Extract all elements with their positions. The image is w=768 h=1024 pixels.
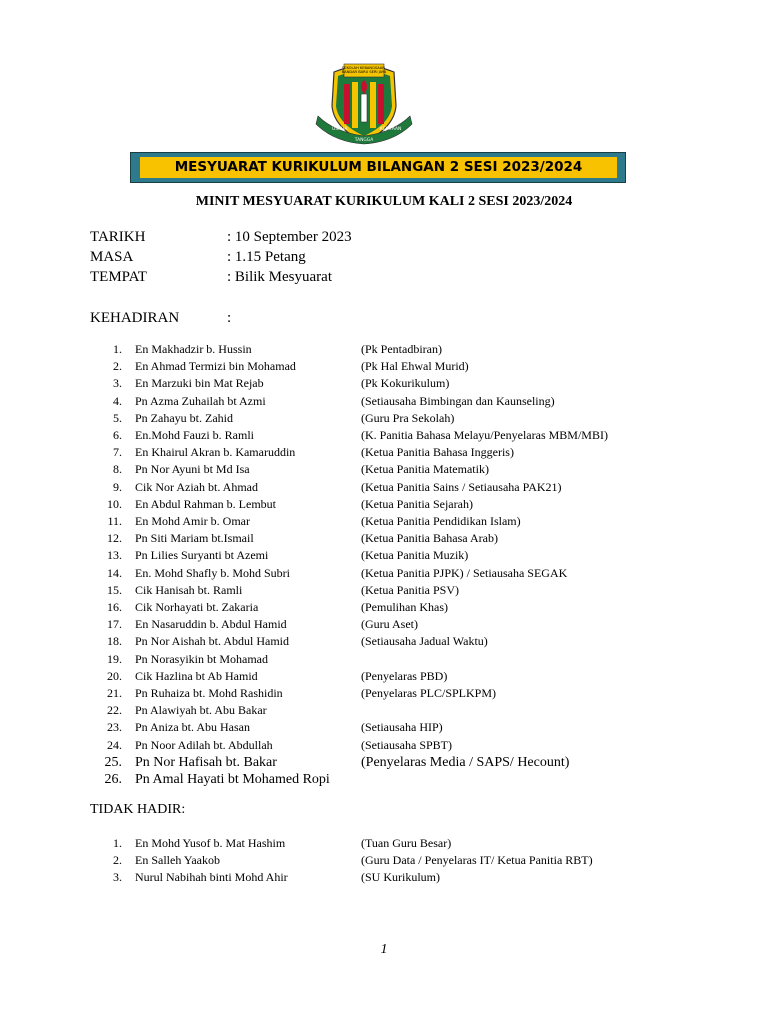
list-item-role: (Ketua Panitia Pendidikan Islam) [361, 514, 521, 528]
list-item-num: 1. [113, 342, 122, 356]
meta-value: : Bilik Mesyuarat [227, 269, 332, 285]
attendance-colon: : [227, 310, 232, 326]
list-item-num: 4. [113, 393, 122, 408]
list-item-name: Pn Zahayu bt. Zahid [135, 410, 233, 425]
list-item-num: 16. [107, 600, 122, 614]
list-item-role: (Ketua Panitia Muzik) [361, 548, 469, 563]
list-item-role: (K. Panitia Bahasa Melayu/Penyelaras MBM/MBI) [361, 428, 608, 442]
meta-value: : 10 September 2023 [227, 229, 352, 245]
list-item-name: Pn Nor Hafisah bt. Bakar [135, 754, 277, 770]
list-item-role: (Tuan Guru Besar) [361, 836, 452, 850]
list-item-num: 23. [107, 720, 122, 735]
list-item-name: Nurul Nabihah binti Mohd Ahir [135, 870, 288, 885]
list-item-role: (Pk Hal Ehwal Murid) [361, 359, 469, 374]
list-item-num: 7. [113, 445, 122, 460]
list-item-name: Pn Amal Hayati bt Mohamed Ropi [135, 772, 330, 787]
list-item-name: Cik Nor Aziah bt. Ahmad [135, 479, 258, 494]
crest-motto-right: KEJAYAAN [380, 127, 402, 132]
list-item-name: Cik Hazlina bt Ab Hamid [135, 668, 258, 683]
list-item-num: 17. [107, 617, 122, 632]
list-item-num: 13. [107, 548, 122, 563]
list-item-name: En Ahmad Termizi bin Mohamad [135, 359, 296, 374]
list-item-name: Pn Siti Mariam bt.Ismail [135, 531, 254, 546]
list-item-num: 26. [104, 772, 122, 787]
list-item-name: En Makhadzir b. Hussin [135, 342, 252, 356]
list-item-role: (Penyelaras Media / SAPS/ Hecount) [361, 754, 570, 770]
list-item-name: Pn Norasyikin bt Mohamad [135, 651, 268, 666]
list-item-num: 3. [113, 376, 122, 391]
list-item-role: (Setiausaha HIP) [361, 720, 443, 735]
list-item-name: En Mohd Amir b. Omar [135, 514, 250, 528]
list-item-role: (Pk Pentadbiran) [361, 342, 442, 356]
list-item-role: (Guru Pra Sekolah) [361, 410, 455, 425]
list-item-role: (Penyelaras PLC/SPLKPM) [361, 686, 496, 700]
list-item-num: 25. [104, 754, 122, 770]
list-item-num: 11. [107, 514, 122, 528]
list-item-num: 9. [113, 479, 122, 494]
list-item-name: Pn Noor Adilah bt. Abdullah [135, 737, 273, 752]
meta-label: TEMPAT [90, 269, 147, 285]
list-item-num: 8. [113, 462, 122, 477]
meta-value: : 1.15 Petang [227, 249, 306, 265]
list-item-name: Pn Aniza bt. Abu Hasan [135, 720, 250, 735]
list-item-num: 20. [107, 668, 122, 683]
list-item-role: (Guru Data / Penyelaras IT/ Ketua Panitia RBT) [361, 853, 593, 868]
list-item-num: 14. [107, 565, 122, 580]
list-item-name: Cik Norhayati bt. Zakaria [135, 600, 259, 614]
meta-label: MASA [90, 249, 134, 265]
list-item-name: En Khairul Akran b. Kamaruddin [135, 445, 296, 460]
list-item-num: 1. [113, 836, 122, 850]
page-number: 1 [380, 942, 388, 957]
list-item-name: Pn Azma Zuhailah bt Azmi [135, 393, 266, 408]
list-item-name: Pn Nor Ayuni bt Md Isa [135, 462, 250, 477]
list-item-num: 5. [113, 410, 122, 425]
list-item-role: (Setiausaha Bimbingan dan Kaunseling) [361, 393, 555, 408]
attendance-heading [90, 310, 232, 327]
meta-label: TARIKH [90, 229, 146, 245]
list-item-role: (Setiausaha Jadual Waktu) [361, 634, 488, 649]
list-item-num: 2. [113, 853, 122, 868]
list-item-name: Pn Lilies Suryanti bt Azemi [135, 548, 269, 563]
crest-motto-left: USAHA [332, 127, 348, 132]
list-item-num: 24. [107, 737, 122, 752]
list-item-name: Cik Hanisah bt. Ramli [135, 582, 243, 597]
list-item-role: (Ketua Panitia Bahasa Inggeris) [361, 445, 514, 460]
list-item-name: Pn Nor Aishah bt. Abdul Hamid [135, 634, 290, 649]
absent-heading: TIDAK HADIR: [90, 802, 186, 817]
meeting-title-banner [130, 152, 626, 183]
minutes-subtitle: MINIT MESYUARAT KURIKULUM KALI 2 SESI 2023/2024 [195, 194, 573, 209]
list-item-role: (Ketua Panitia Bahasa Arab) [361, 531, 498, 546]
list-item-role: (Guru Aset) [361, 617, 418, 632]
list-item-num: 15. [107, 582, 122, 597]
list-item-num: 2. [113, 359, 122, 374]
list-item-num: 19. [107, 651, 122, 666]
list-item-num: 22. [107, 703, 122, 718]
list-item-name: Pn Ruhaiza bt. Mohd Rashidin [135, 686, 283, 700]
list-item-role: (Ketua Panitia Sains / Setiausaha PAK21) [361, 479, 562, 494]
list-item-role: (Ketua Panitia Matematik) [361, 462, 489, 477]
list-item-name: En Abdul Rahman b. Lembut [135, 496, 276, 511]
list-item-num: 6. [113, 428, 122, 442]
list-item-name: En Mohd Yusof b. Mat Hashim [135, 836, 286, 850]
list-item-num: 21. [107, 686, 122, 700]
list-item-role: (SU Kurikulum) [361, 870, 440, 885]
list-item-name: Pn Alawiyah bt. Abu Bakar [135, 703, 267, 718]
list-item-role: (Penyelaras PBD) [361, 668, 448, 683]
list-item-num: 10. [107, 496, 122, 511]
list-item-name: En Salleh Yaakob [135, 853, 220, 868]
list-item-name: En.Mohd Fauzi b. Ramli [135, 428, 254, 442]
school-crest-logo [314, 58, 414, 146]
list-item-name: En. Mohd Shafly b. Mohd Subri [135, 565, 291, 580]
crest-motto-center: TANGGA [354, 138, 374, 143]
list-item-role: (Ketua Panitia Sejarah) [361, 496, 473, 511]
meeting-title: MESYUARAT KURIKULUM BILANGAN 2 SESI 2023/2024 [140, 157, 617, 178]
list-item-name: En Nasaruddin b. Abdul Hamid [135, 617, 287, 632]
list-item-role: (Ketua Panitia PJPK) / Setiausaha SEGAK [361, 565, 568, 580]
list-item-num: 12. [107, 531, 122, 546]
attendance-label: KEHADIRAN [90, 310, 180, 326]
list-item-name: En Marzuki bin Mat Rejab [135, 376, 264, 391]
list-item-role: (Setiausaha SPBT) [361, 737, 452, 752]
list-item-num: 18. [107, 634, 122, 649]
list-item-num: 3. [113, 870, 122, 885]
list-item-role: (Ketua Panitia PSV) [361, 582, 459, 597]
list-item-role: (Pk Kokurikulum) [361, 376, 450, 391]
crest-banner-text: SEKOLAH KEBANGSAAN BANDAR BARU SERI JAYA [341, 66, 387, 74]
list-item-role: (Pemulihan Khas) [361, 600, 448, 614]
